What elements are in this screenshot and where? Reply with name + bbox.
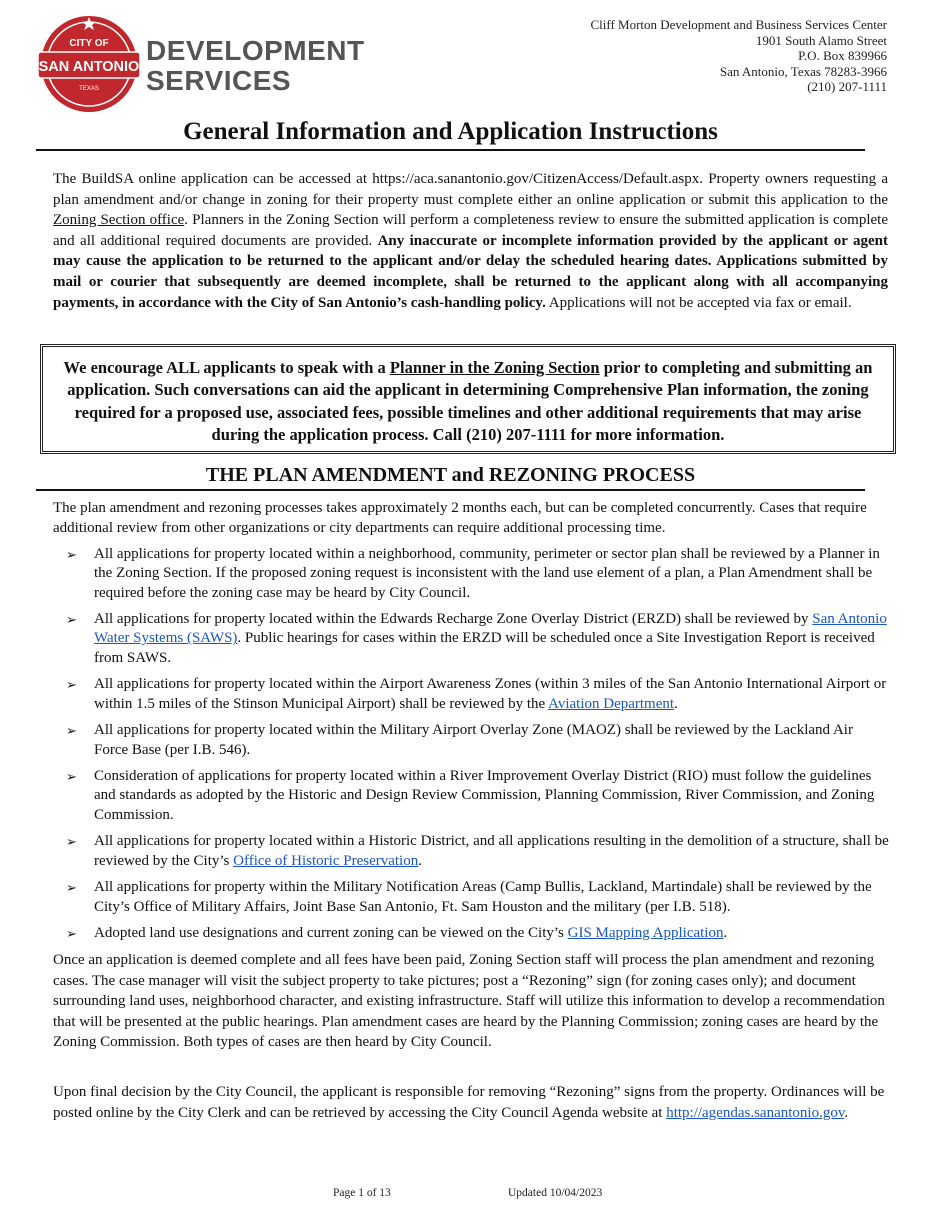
- planner-callout-box: [40, 344, 896, 454]
- list-item: [60, 675, 890, 714]
- final-paragraph: [53, 1082, 888, 1123]
- page-number: Page 1 of 13: [333, 1187, 391, 1199]
- bullet-text: All applications for property located within a Historic District, and all applications resulting in the demolition of a structure, shall be reviewed by the City’s: [94, 833, 889, 869]
- callout-text-1: We encourage ALL applicants to speak with a: [63, 358, 390, 377]
- address-line: Cliff Morton Development and Business Services Center: [590, 17, 887, 32]
- list-item: [60, 767, 890, 825]
- title-divider: [36, 149, 865, 151]
- department-name-line1: DEVELOPMENT: [146, 35, 365, 66]
- address-line: P.O. Box 839966: [798, 48, 887, 63]
- bullet-text: Consideration of applications for property located within a River Improvement Overlay District (RIO) must follow the guidelines and standards as adopted by the Historic and Design Review Commission, Planning Commission, River Commission, and Zoning Commission.: [94, 768, 875, 823]
- list-item: [60, 545, 890, 603]
- arrow-bullet-icon: ➢: [66, 926, 77, 942]
- final-text: Upon final decision by the City Council, the applicant is responsible for removing “Rezoning” signs from the property. Ordinances will be posted online by the City Clerk and can be retrieved by accessing the City Council Agenda website at: [53, 1084, 885, 1121]
- bullet-text: All applications for property located within the Airport Awareness Zones (within 3 miles of the San Antonio International Airport or within 1.5 miles of the Stinson Municipal Airport) shall be reviewed by the: [94, 676, 887, 712]
- seal-state-text: TEXAS: [79, 86, 99, 92]
- bullet-text: .: [723, 925, 728, 942]
- bullet-text: .: [674, 695, 678, 712]
- intro-text-2: . Planners in the Zoning Section will perform a completeness review to ensure the submitted application is complete and all additional required documents are provided.: [53, 212, 888, 249]
- address-line: (210) 207-1111: [807, 79, 887, 94]
- address-line: San Antonio, Texas 78283-3966: [719, 63, 887, 79]
- gis-mapping-link[interactable]: GIS Mapping Application: [567, 925, 724, 942]
- arrow-bullet-icon: ➢: [66, 723, 77, 739]
- address-line: 1901 South Alamo Street: [755, 32, 887, 48]
- arrow-bullet-icon: ➢: [66, 677, 77, 693]
- zoning-section-office-link[interactable]: Zoning Section office: [53, 212, 185, 229]
- intro-text-1: The BuildSA online application can be accessed at https://aca.sanantonio.gov/CitizenAccess/Default.aspx. Property owners requesting a plan amendment and/or change in zoning for their property must complete either an online application or submit this application to the: [53, 171, 888, 208]
- callout-text-2: prior to completing and submitting an application. Such conversations can aid the applicant in determining Comprehensive Plan information, the zoning required for a proposed use, associated fees, possible timelines and other additional requirements that may arise during the application process. Call (210) 207-1111 for more information.: [67, 358, 873, 444]
- bullet-text: . Public hearings for cases within the ERZD will be scheduled once a Site Investigation Report is received from SAWS.: [94, 630, 875, 666]
- list-item: [60, 832, 890, 871]
- final-text-end: .: [844, 1104, 849, 1121]
- bullet-text: .: [418, 852, 422, 869]
- list-item: [60, 721, 890, 760]
- agendas-website-link[interactable]: http://agendas.sanantonio.gov: [666, 1104, 845, 1121]
- city-seal-icon: [36, 14, 146, 118]
- bullet-text: All applications for property located within the Edwards Recharge Zone Overlay District (ERZD) shall be reviewed by: [94, 611, 813, 628]
- bullet-text: All applications for property located within the Military Airport Overlay Zone (MAOZ) shall be reviewed by the Lackland Air Force Base (per I.B. 546).: [94, 722, 853, 758]
- section-intro-paragraph: The plan amendment and rezoning processes takes approximately 2 months each, but can be completed concurrently. Cases that require additional review from other organizations or city departments can require additional processing time.: [53, 500, 867, 536]
- arrow-bullet-icon: ➢: [66, 547, 77, 562]
- bullet-text: All applications for property located within a neighborhood, community, perimeter or sector plan shall be reviewed by a Planner in the Zoning Section. If the proposed zoning request is inconsistent with the land use element of a plan, a Plan Amendment shall be required before the zoning case may be heard by City Council.: [94, 546, 880, 601]
- process-paragraph: Once an application is deemed complete and all fees have been paid, Zoning Section staff will process the plan amendment and rezoning cases. The case manager will visit the subject property to take pictures; post a “Rezoning” sign (for zoning cases only); and document surrounding land uses, neighborhood character, and existing infrastructure. Staff will utilize this information to develop a recommendation that will be presented at the public hearings. Plan amendment cases are heard by the Planning Commission; zoning cases are heard by the Zoning Commission. Both types of cases are then heard by City Council.: [53, 952, 885, 1051]
- bullet-text: Adopted land use designations and current zoning can be viewed on the City’s: [94, 925, 568, 942]
- saws-link[interactable]: San Antonio Water Systems (SAWS): [94, 611, 887, 647]
- process-bullet-list: [60, 545, 890, 951]
- intro-bold-warning: Any inaccurate or incomplete information provided by the applicant or agent may cause the application to be returned to the applicant and/or delay the scheduled hearing dates. Applications submitted by mail or courier that subsequently are deemed incomplete, shall be returned to the applicant along with all accompanying payments, in accordance with the City of San Antonio’s cash-handling policy.: [53, 232, 888, 311]
- aviation-department-link[interactable]: Aviation Department: [548, 695, 675, 712]
- updated-date: Updated 10/04/2023: [508, 1187, 603, 1199]
- section-heading: THE PLAN AMENDMENT and REZONING PROCESS: [205, 464, 696, 486]
- section-divider: [36, 489, 865, 491]
- list-item: [60, 924, 890, 943]
- address-block: [590, 17, 887, 95]
- arrow-bullet-icon: ➢: [66, 769, 77, 785]
- seal-city-name-text: SAN ANTONIO: [38, 59, 140, 75]
- historic-preservation-link[interactable]: Office of Historic Preservation: [233, 852, 419, 869]
- arrow-bullet-icon: ➢: [66, 834, 77, 850]
- intro-paragraph: [53, 169, 888, 313]
- department-name: [146, 36, 365, 96]
- list-item: [60, 610, 890, 668]
- arrow-bullet-icon: ➢: [66, 612, 77, 628]
- list-item: [60, 878, 890, 917]
- intro-text-3: Applications will not be accepted via fax or email.: [545, 294, 852, 311]
- arrow-bullet-icon: ➢: [66, 880, 77, 896]
- seal-city-of-text: CITY OF: [69, 38, 109, 49]
- planner-zoning-section-link[interactable]: Planner in the Zoning Section: [389, 358, 600, 377]
- department-name-line2: SERVICES: [146, 65, 292, 96]
- bullet-text: All applications for property within the Military Notification Areas (Camp Bullis, Lackland, Martindale) shall be reviewed by the City’s Office of Military Affairs, Joint Base San Antonio, Ft. Sam Houston and the military (per I.B. 518).: [94, 879, 872, 915]
- city-logo: [36, 14, 365, 118]
- page-title: General Information and Application Instructions: [183, 118, 718, 145]
